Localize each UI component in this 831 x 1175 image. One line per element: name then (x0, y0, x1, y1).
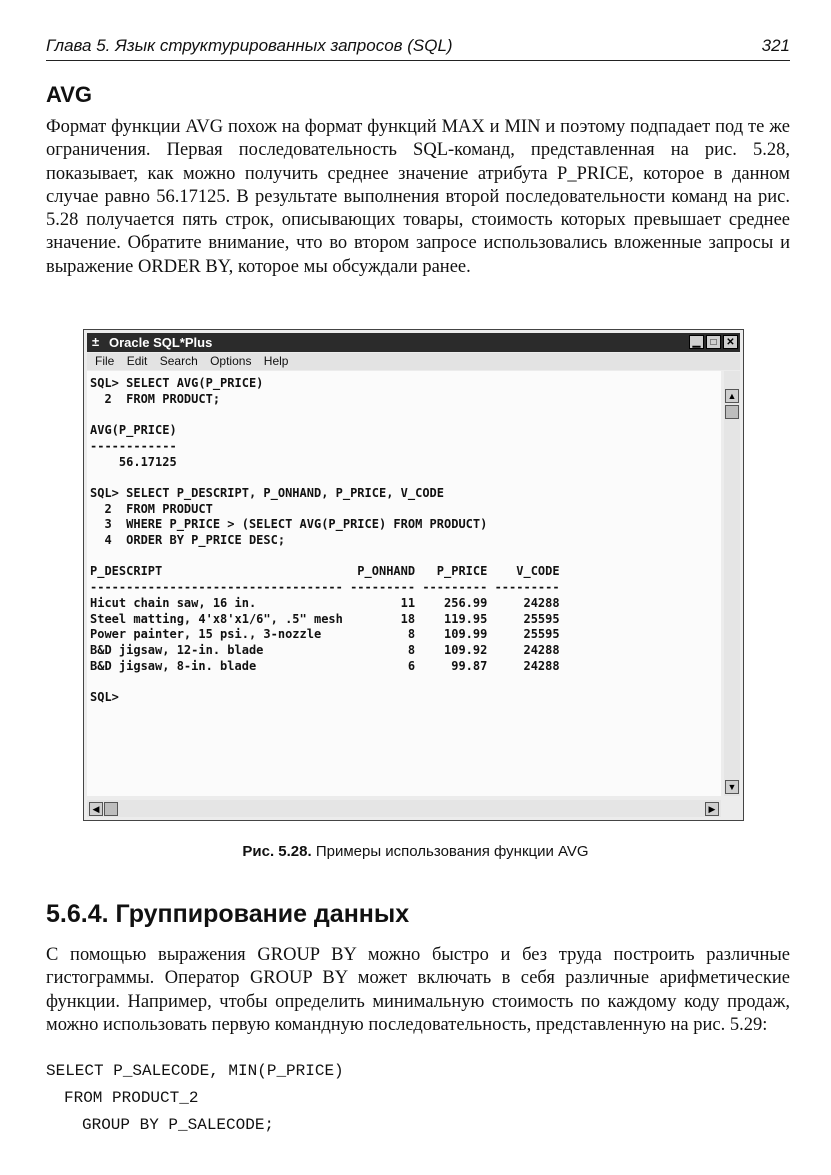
section-heading-grouping: 5.6.4. Группирование данных (46, 900, 410, 928)
close-icon[interactable]: ✕ (723, 335, 738, 349)
chapter-title: Глава 5. Язык структурированных запросов (SQL) (46, 36, 453, 55)
horizontal-scrollbar[interactable] (87, 800, 721, 817)
maximize-icon[interactable]: □ (706, 335, 721, 349)
menu-file[interactable]: File (95, 354, 115, 368)
scroll-right-icon[interactable]: ▶ (705, 802, 719, 816)
vertical-scrollbar[interactable] (724, 371, 740, 796)
oracle-app-icon[interactable]: ± (92, 334, 100, 349)
page-number: 321 (761, 36, 790, 55)
sql-terminal[interactable] (87, 371, 721, 796)
avg-paragraph: Формат функции AVG похож на формат функций MAX и MIN и поэтому подпадает под те же ограничения. Первая последовательность SQL-команд, представленная на рис. 5.28, показывает, как можно получить среднее значение атрибута P_PRICE, которое в данном случае равно 56.17125. В результате выполнения второй последовательности команд на рис. 5.28 получается пять строк, описывающих товары, стоимость которых превышает среднее значение. Обратите внимание, что во втором запросе использовались вложенные запросы и выражение ORDER BY, которое мы обсуждали ранее. (46, 117, 790, 277)
figure-caption-text: Примеры использования функции AVG (315, 843, 589, 860)
menu-bar (87, 353, 740, 370)
figure-label: Рис. 5.28. (242, 843, 312, 860)
figure-caption (0, 843, 831, 860)
running-header (46, 30, 790, 61)
code-line: FROM PRODUCT_2 (64, 1089, 199, 1107)
code-line: GROUP BY P_SALECODE; (82, 1116, 275, 1134)
scroll-down-icon[interactable]: ▼ (725, 780, 739, 794)
scroll-up-icon[interactable]: ▲ (725, 389, 739, 403)
terminal-output: SQL> SELECT AVG(P_PRICE) 2 FROM PRODUCT; AVG(P_PRICE) ------------ 56.17125 SQL> SELECT P_DESCRIPT, P_ONHAND, P_PRICE, V_CODE 2 FROM PRODUCT 3 WHERE P_PRICE > (SELECT AVG(P_PRICE) FROM PRODUCT) 4 ORDER BY P_PRICE DESC; P_DESCRIPT P_ONHAND P_PRICE V_CODE ----------------------------------- --------- --------- --------- Hicut chain saw, 16 in. 11 256.99 24288 Steel matting, 4'x8'x1/6", .5" mesh 18 119.95 25595 Power painter, 15 psi., 3-nozzle 8 109.99 25595 B&D jigsaw, 12-in. blade 8 109.92 24288 B&D jigsaw, 8-in. blade 6 99.87 24288 SQL> (90, 376, 560, 705)
sqlplus-window (83, 329, 744, 821)
scroll-thumb[interactable] (725, 405, 739, 419)
scroll-left-icon[interactable]: ◀ (89, 802, 103, 816)
menu-edit[interactable]: Edit (126, 354, 148, 368)
code-line: SELECT P_SALECODE, MIN(P_PRICE) (46, 1062, 344, 1080)
menu-options[interactable]: Options (210, 354, 252, 368)
window-titlebar (87, 333, 740, 352)
menu-search[interactable]: Search (159, 354, 198, 368)
section-heading-avg: AVG (46, 82, 93, 107)
grouping-paragraph: С помощью выражения GROUP BY можно быстро и без труда построить различные гистограммы. Оператор GROUP BY может включать в себя различные арифметические функции. Например, чтобы определить минимальную стоимость по каждому коду продаж, можно использовать первую командную последовательность, представленную на рис. 5.29: (46, 945, 790, 1035)
hscroll-thumb[interactable] (104, 802, 118, 816)
menu-help[interactable]: Help (263, 354, 289, 368)
minimize-icon[interactable]: ▁ (689, 335, 704, 349)
window-title: Oracle SQL*Plus (109, 335, 213, 350)
